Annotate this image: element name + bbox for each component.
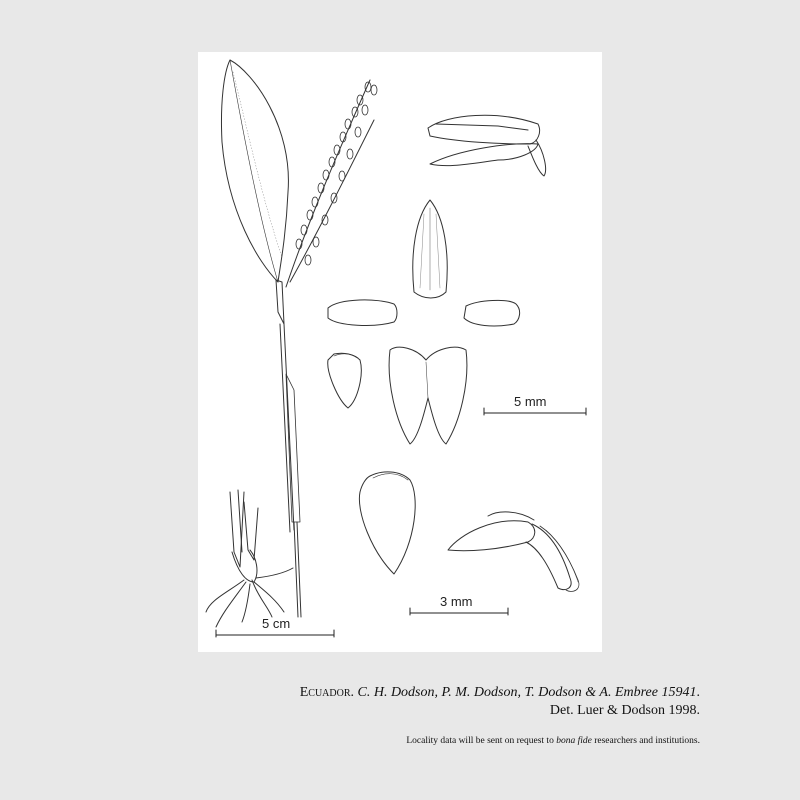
note-emphasis: bona fide	[556, 736, 592, 746]
collectors-text: C. H. Dodson, P. M. Dodson, T. Dodson & A. Embree 15941	[357, 685, 697, 700]
specimen-caption	[300, 684, 700, 720]
lip-drawing	[328, 353, 361, 408]
stem-drawing	[276, 280, 301, 617]
scale-label-5-mm: 5 mm	[514, 394, 547, 409]
column-drawing	[448, 512, 579, 592]
locality-note	[406, 736, 700, 746]
lip-enlarged-drawing	[359, 472, 415, 574]
scale-label-3-mm: 3 mm	[440, 594, 473, 609]
petals-drawing	[328, 300, 520, 326]
botanical-drawing	[198, 52, 602, 652]
collectors-period: .	[696, 685, 700, 700]
scale-bar-5-cm	[216, 630, 334, 637]
leaf-drawing	[221, 60, 288, 282]
illustration-plate	[198, 52, 602, 652]
country-label: Ecuador.	[299, 685, 354, 700]
synsepal-drawing	[389, 347, 467, 444]
dorsal-sepal-drawing	[413, 200, 447, 298]
note-prefix: Locality data will be sent on request to	[406, 736, 557, 746]
scale-bar-5-mm	[484, 408, 586, 415]
determination-line: Det. Luer & Dodson 1998.	[549, 703, 700, 718]
inflorescence-drawing	[286, 80, 377, 287]
note-suffix: researchers and institutions.	[591, 736, 700, 746]
roots-drawing	[206, 490, 293, 627]
flower-side-view	[428, 115, 546, 176]
scale-bar-3-mm	[410, 608, 508, 615]
collection-line	[300, 684, 700, 702]
scale-label-5-cm: 5 cm	[262, 616, 291, 631]
